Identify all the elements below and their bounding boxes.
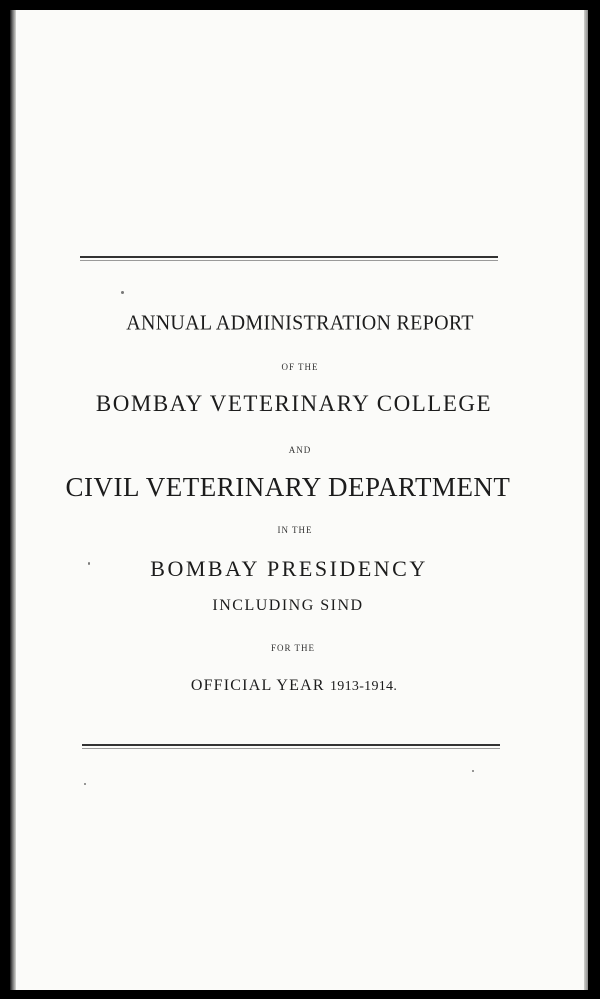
- official-year: [0, 677, 594, 695]
- official-year-value: 1913-1914.: [330, 679, 398, 694]
- official-year-label: OFFICIAL YEAR: [190, 677, 325, 694]
- top-rule-thin: [80, 260, 498, 261]
- connector-of-the: OF THE: [281, 362, 319, 372]
- bottom-rule: [82, 744, 500, 746]
- including-sind: INCLUDING SIND: [212, 597, 364, 614]
- college-name: BOMBAY VETERINARY COLLEGE: [95, 391, 493, 416]
- connector-and: AND: [288, 445, 312, 455]
- connector-for-the: FOR THE: [270, 643, 316, 653]
- department-name: CIVIL VETERINARY DEPARTMENT: [65, 472, 511, 502]
- paper-speck: [84, 783, 86, 785]
- paper-speck: [121, 291, 124, 294]
- report-title: ANNUAL ADMINISTRATION REPORT: [126, 311, 474, 335]
- connector-in-the: IN THE: [277, 525, 313, 535]
- bottom-rule-thin: [82, 748, 500, 749]
- presidency-name: BOMBAY PRESIDENCY: [150, 556, 428, 581]
- paper-speck: [472, 770, 474, 772]
- paper-speck: [88, 562, 90, 565]
- top-rule: [80, 256, 498, 258]
